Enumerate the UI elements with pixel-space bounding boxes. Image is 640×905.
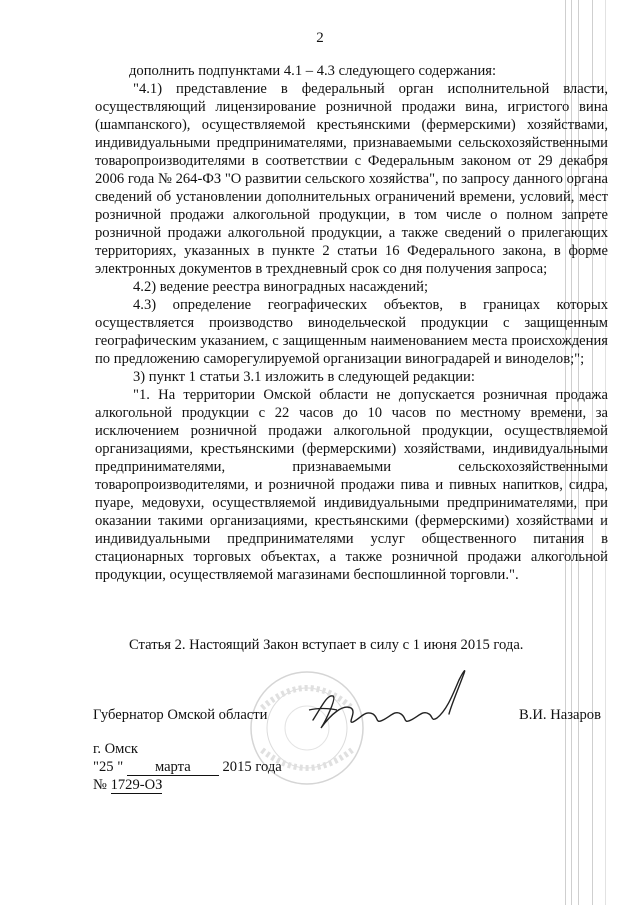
number-value: 1729-ОЗ xyxy=(110,777,163,793)
governor-name: В.И. Назаров xyxy=(519,707,601,723)
article-2: Статья 2. Настоящий Закон вступает в силу с 1 июня 2015 года. xyxy=(129,637,524,653)
date-line xyxy=(93,759,282,776)
city: г. Омск xyxy=(93,741,138,757)
paragraph-4-2: 4.2) ведение реестра виноградных насаждений; xyxy=(133,279,429,295)
date-day: "25 " xyxy=(93,759,124,775)
paragraph-point-3: 3) пункт 1 статьи 3.1 изложить в следующей редакции: xyxy=(133,369,475,385)
law-number xyxy=(93,777,162,794)
number-prefix: № xyxy=(93,777,111,793)
paragraph-4-1: "4.1) представление в федеральный орган исполнительной власти, осуществляющий лицензирование розничной продажи вина, игристого вина (шампанского), осуществляемой крестьянскими (фермерскими) хозяйствами, индивидуальными предпринимателями, признаваемыми сельскохозяйственными товаропроизводителями в соответствии с Федеральным законом от 29 декабря 2006 года № 264-ФЗ "О развитии сельского хозяйства", по запросу данного органа сведений об установлении дополнительных ограничений времени, условий, мест розничной продажи алкогольной продукции, в том числе о полном запрете розничной продажи алкогольной продукции, а также сведений о прилегающих территориях, указанных в пункте 2 статьи 16 Федерального закона, в форме электронных документов в трехдневный срок со дня получения запроса; xyxy=(95,81,608,277)
paragraph-intro: дополнить подпунктами 4.1 – 4.3 следующего содержания: xyxy=(129,63,497,79)
signature xyxy=(303,664,473,744)
date-month: марта xyxy=(127,760,219,776)
page-number: 2 xyxy=(316,30,324,46)
paragraph-4-3: 4.3) определение географических объектов, в границах которых осуществляется производство винодельческой продукции с защищенным географическим указанием, с защищенным наименованием места происхождения по предложению саморегулируемой организации виноградарей и виноделов;"; xyxy=(95,297,608,367)
document-body xyxy=(95,62,608,584)
paragraph-point-1: "1. На территории Омской области не допускается розничная продажа алкогольной продукции с 22 часов до 10 часов по местному времени, за исключением розничной продажи алкогольной продукции, осуществляемой организациями, крестьянскими (фермерскими) хозяйствами, индивидуальными предпринимателями, признаваемыми сельскохозяйственными товаропроизводителями, и розничной продажи пива и пивных напитков, сидра, пуаре, медовухи, осуществляемой индивидуальными предпринимателями, при оказании такими организациями, крестьянскими (фермерскими) хозяйствами и индивидуальными предпринимателями услуг общественного питания в стационарных торговых объектах, а также розничной продажи алкогольной продукции, осуществляемой магазинами беспошлинной торговли.". xyxy=(95,387,608,583)
date-year: 2015 года xyxy=(222,759,282,775)
governor-title: Губернатор Омской области xyxy=(93,707,268,723)
